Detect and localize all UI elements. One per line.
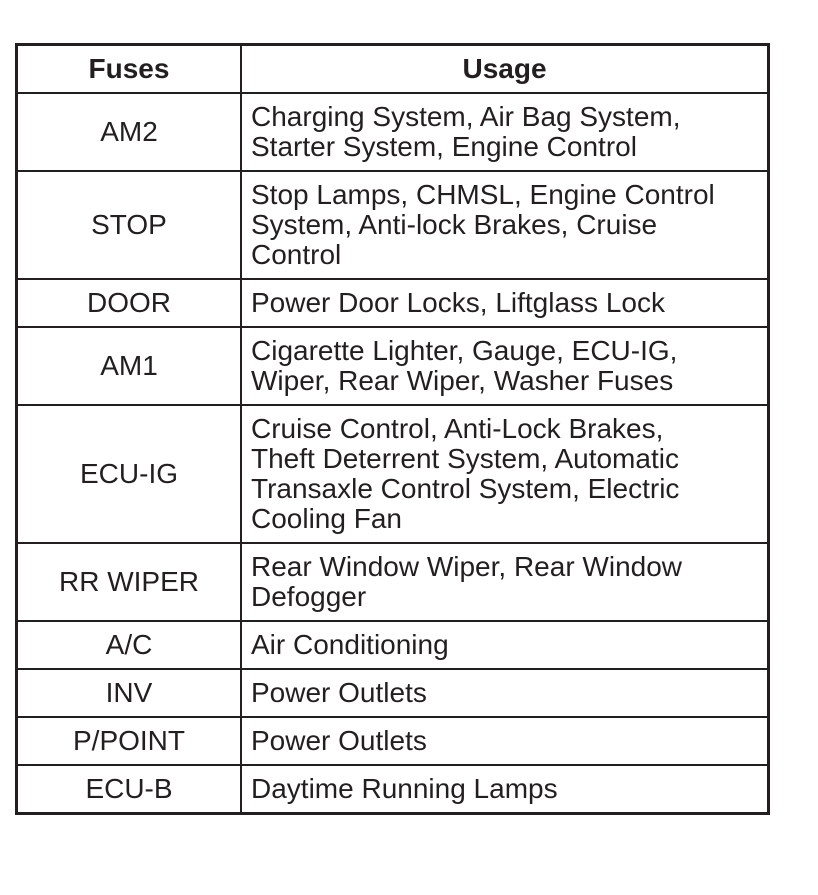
usage-line: Power Door Locks, Liftglass Lock — [251, 287, 665, 318]
usage-line: Daytime Running Lamps — [251, 773, 558, 804]
usage-line: Cruise Control, Anti-Lock Brakes, — [251, 413, 664, 444]
usage-line: Air Conditioning — [251, 629, 449, 660]
usage-line: System, Anti-lock Brakes, Cruise — [251, 209, 658, 240]
usage-line: Control — [251, 239, 342, 270]
table-body — [17, 93, 769, 814]
fuse-usage-cell — [241, 669, 769, 717]
fuse-name-cell: A/C — [17, 621, 242, 669]
table-row — [17, 93, 769, 171]
usage-column-header: Usage — [241, 45, 769, 94]
usage-line: Cigarette Lighter, Gauge, ECU-IG, — [251, 335, 678, 366]
usage-line: Power Outlets — [251, 677, 427, 708]
usage-line: Cooling Fan — [251, 503, 402, 534]
table-row — [17, 171, 769, 279]
fuse-usage-cell — [241, 93, 769, 171]
fuse-name-cell: AM2 — [17, 93, 242, 171]
fuse-name-cell: P/POINT — [17, 717, 242, 765]
fuse-usage-cell — [241, 765, 769, 814]
fuse-usage-table — [15, 43, 770, 815]
fuse-name-cell: ECU-B — [17, 765, 242, 814]
table-row — [17, 765, 769, 814]
usage-line: Transaxle Control System, Electric — [251, 473, 680, 504]
fuse-usage-cell — [241, 405, 769, 543]
usage-line: Stop Lamps, CHMSL, Engine Control — [251, 179, 715, 210]
table-row — [17, 621, 769, 669]
usage-line: Charging System, Air Bag System, — [251, 101, 681, 132]
fuse-usage-cell — [241, 717, 769, 765]
fuses-column-header: Fuses — [17, 45, 242, 94]
fuse-name-cell: RR WIPER — [17, 543, 242, 621]
table-row — [17, 717, 769, 765]
table-row — [17, 279, 769, 327]
fuse-usage-cell — [241, 171, 769, 279]
usage-line: Starter System, Engine Control — [251, 131, 637, 162]
fuse-name-cell: STOP — [17, 171, 242, 279]
table-row — [17, 405, 769, 543]
fuse-name-cell: INV — [17, 669, 242, 717]
usage-line: Theft Deterrent System, Automatic — [251, 443, 679, 474]
table-row — [17, 327, 769, 405]
table-row — [17, 669, 769, 717]
fuse-usage-cell — [241, 621, 769, 669]
fuse-usage-cell — [241, 327, 769, 405]
usage-line: Wiper, Rear Wiper, Washer Fuses — [251, 365, 674, 396]
table-row — [17, 543, 769, 621]
fuse-usage-cell — [241, 279, 769, 327]
usage-line: Defogger — [251, 581, 367, 612]
fuse-name-cell: AM1 — [17, 327, 242, 405]
table-header — [17, 45, 769, 94]
usage-line: Rear Window Wiper, Rear Window — [251, 551, 683, 582]
usage-line: Power Outlets — [251, 725, 427, 756]
header-row — [17, 45, 769, 94]
fuse-name-cell: ECU-IG — [17, 405, 242, 543]
fuse-name-cell: DOOR — [17, 279, 242, 327]
fuse-usage-cell — [241, 543, 769, 621]
